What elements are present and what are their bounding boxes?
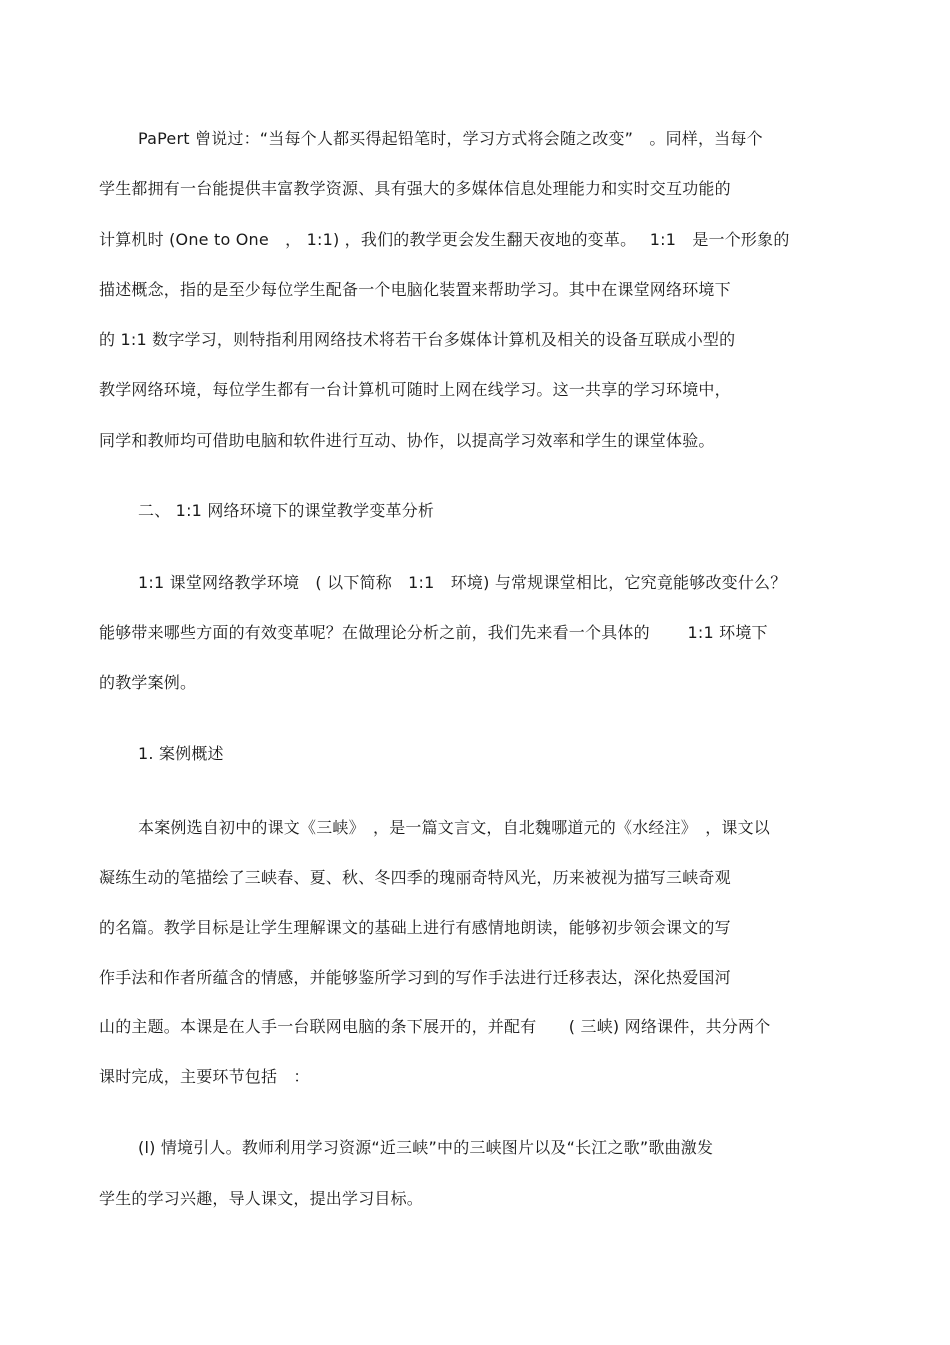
paragraph-1-line: 同学和教师均可借助电脑和软件进行互动、协作，以提高学习效率和学生的课堂体验。 <box>99 431 715 450</box>
paragraph-1-line: 教学网络环境，每位学生都有一台计算机可随时上网在线学习。这一共享的学习环境中， <box>99 380 731 399</box>
paragraph-1-line: 学生都拥有一台能提供丰富教学资源、具有强大的多媒体信息处理能力和实时交互功能的 <box>99 179 731 198</box>
paragraph-2-line: 能够带来哪些方面的有效变革呢？在做理论分析之前，我们先来看一个具体的 1:1 环境下 <box>99 623 768 642</box>
paragraph-2-line: 的教学案例。 <box>99 673 197 692</box>
paragraph-2-line: 1:1 课堂网络教学环境 ( 以下简称 1:1 环境) 与常规课堂相比，它究竟能够改变什么？ <box>138 573 787 592</box>
paragraph-3-line: 作手法和作者所蕴含的情感，并能够鉴所学习到的写作手法进行迁移表达，深化热爱国河 <box>99 968 731 987</box>
paragraph-1-line: 计算机时 (One to One ， 1:1) ，我们的教学更会发生翻天夜地的变革。 1:1 是一个形象的 <box>99 230 790 249</box>
paragraph-3-line: 的名篇。教学目标是让学生理解课文的基础上进行有感情地朗读，能够初步领会课文的写 <box>99 918 731 937</box>
paragraph-3-line: 课时完成，主要环节包括 ： <box>99 1067 310 1086</box>
paragraph-1-line: 的 1:1 数字学习，则特指利用网络技术将若干台多媒体计算机及相关的设备互联成小型的 <box>99 330 736 349</box>
paragraph-1-line: PaPert 曾说过：“当每个人都买得起铅笔时，学习方式将会随之改变” 。同样，当每个 <box>138 129 763 148</box>
paragraph-3-line: 山的主题。本课是在人手一台联网电脑的条下展开的，并配有 ( 三峡) 网络课件，共分两个 <box>99 1017 771 1036</box>
paragraph-4-line: (l) 情境引人。教师利用学习资源“近三峡”中的三峡图片以及“长江之歌”歌曲激发 <box>138 1138 714 1157</box>
paragraph-4-line: 学生的学习兴趣，导人课文，提出学习目标。 <box>99 1189 424 1208</box>
case-heading: 1. 案例概述 <box>138 744 224 763</box>
section-heading: 二、 1:1 网络环境下的课堂教学变革分析 <box>138 501 435 520</box>
paragraph-3-line: 凝练生动的笔描绘了三峡春、夏、秋、冬四季的瑰丽奇特风光，历来被视为描写三峡奇观 <box>99 868 731 887</box>
paragraph-1-line: 描述概念，指的是至少每位学生配备一个电脑化装置来帮助学习。其中在课堂网络环境下 <box>99 280 731 299</box>
paragraph-3-line: 本案例选自初中的课文《三峡》 ，是一篇文言文，自北魏哪道元的《水经注》 ，课文以 <box>138 818 771 837</box>
